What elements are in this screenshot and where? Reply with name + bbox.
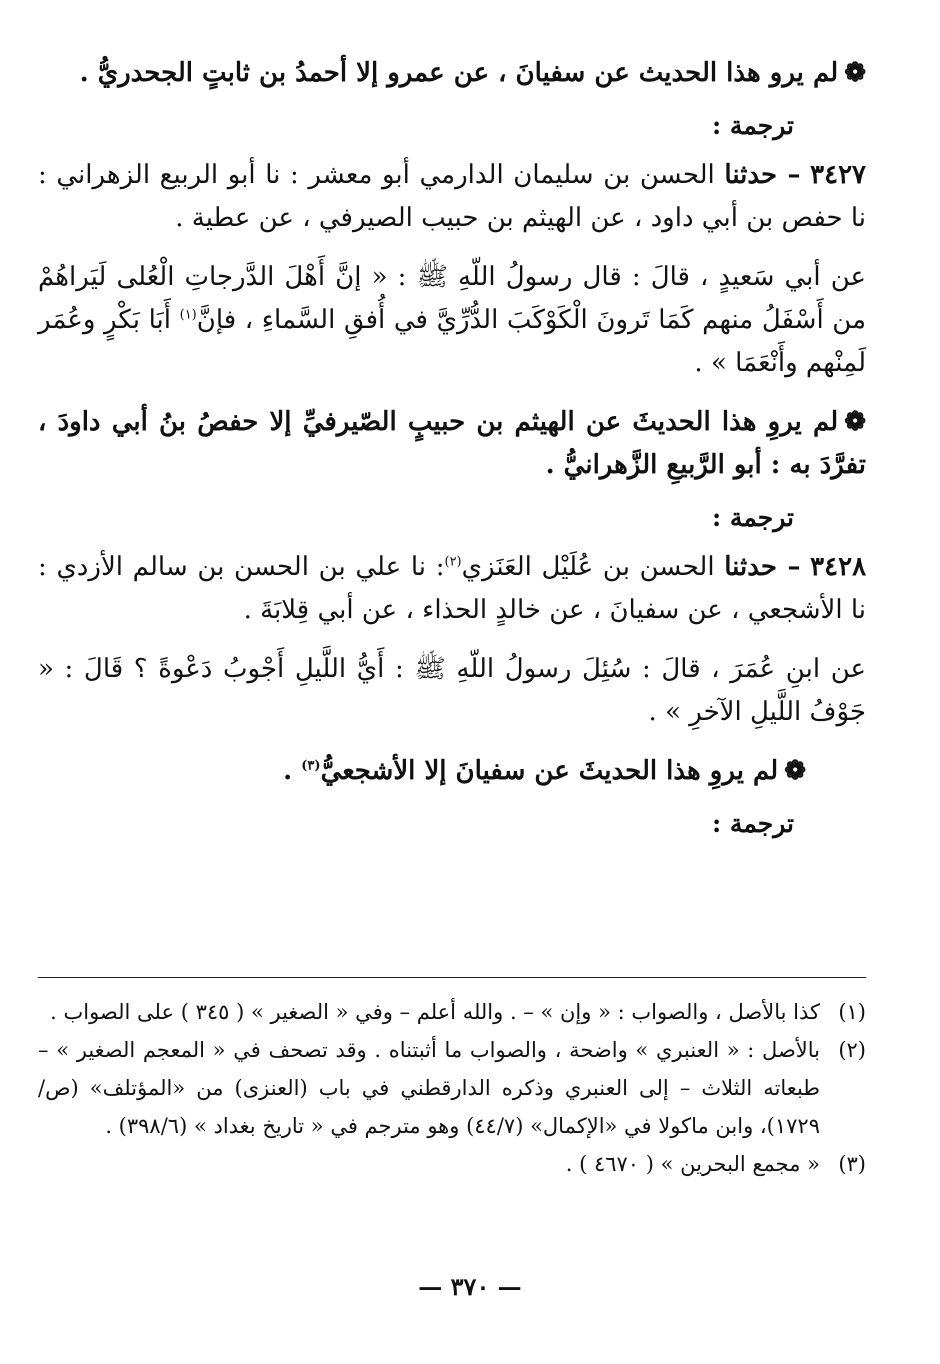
hadith-isnad: ٣٤٢٨ – حدثنا الحسن بن عُلَيْل العَنَزي$^{(٢)}$: نا علي بن الحسن بن سالم الأزدي : نا الأشجعي ، عن سفيانَ ، عن خالدٍ الحذاء ، عن أبي قِلابَةَ . [38,552,867,625]
footnotes [38,993,866,1183]
footnote-ref[interactable]: (٣) [301,758,321,774]
narration-note: ❁لم يروِ هذا الحديثَ عن سفيانَ إلا الأشجعيُّ$^{(٣)}$ . [283,756,806,786]
asterism-icon: ❁ [844,58,866,88]
asterism-icon: ❁ [784,756,806,786]
narration-note: ❁لم يرو هذا الحديث عن سفيانَ ، عن عمرو إلا أحمدُ بن ثابتٍ الجحدريُّ . [79,58,866,88]
footnote: (٣) « مجمع البحرين » ( ٤٦٧٠ ) . [565,1152,866,1176]
hadith-isnad: ٣٤٢٧ – حدثنا الحسن بن سليمان الدارمي أبو معشر : نا أبو الربيع الزهراني : نا حفص بن أبي داود ، عن الهيثم بن حبيب الصيرفي ، عن عطية . [38,160,867,233]
footnote-ref[interactable]: (١) [179,307,197,323]
narration-note: ❁لم يروِ هذا الحديثَ عن الهيثم بن حبيبٍ الصّيرفيِّ إلا حفصُ بنُ أبي داودَ ، تفرَّدَ به : أبو الرَّبيعِ الزَّهرانيُّ . [38,407,866,480]
hadith-number: ٣٤٢٧ [810,160,867,190]
footnote: (٢) بالأصل : « العنبري » واضحة ، والصواب ما أثبتناه . وقد تصحف في « المعجم الصغير » – طبعاته الثلاث – إلى العنبري وذكره الدارقطني في باب (العنزى) من «المؤتلف» (ص/١٧٢٩)، وابن ماكولا في «الإكمال» (٤٤/٧) وهو مترجم في « تاريخ بغداد » (٣٩٨/٦) . [38,1038,866,1138]
hadith-matn: عن أبي سَعيدٍ ، قالَ : قال رسولُ اللّهِ ﷺ : « إنَّ أَهْلَ الدَّرجاتِ الْعُلى لَيَراهُمْ من أَسْفَلُ منهم كَمَا تَرونَ الْكَوْكَبَ الدُّرِّيَّ في أُفقِ السَّماءِ ، فإنَّ$^{(١)}$ أَبَا بَكْرٍ وعُمَر لَمِنْهم وأَنْعَمَا » . [38,262,867,378]
footnote: (١) كذا بالأصل ، والصواب : « وإن » – . والله أعلم – وفي « الصغير » ( ٣٤٥ ) على الصواب . [50,1000,866,1024]
asterism-icon: ❁ [844,407,866,437]
page-body [38,52,866,852]
hadith-matn: عن ابنِ عُمَرَ ، قالَ : سُئِلَ رسولُ اللّهِ ﷺ : أَيُّ اللَّيلِ أَجْوبُ دَعْوةً ؟ قَالَ : « جَوْفُ اللَّيلِ الآخرِ » . [38,654,866,727]
hadith-number: ٣٤٢٨ [810,552,867,582]
tarjama-label: ترجمة : [712,111,794,140]
tarjama-label: ترجمة : [712,809,794,838]
footnote-separator [38,977,866,978]
footnote-ref[interactable]: (٢) [444,554,462,570]
page-number: — ٣٧٠ — [418,1272,522,1301]
tarjama-label: ترجمة : [712,503,794,532]
